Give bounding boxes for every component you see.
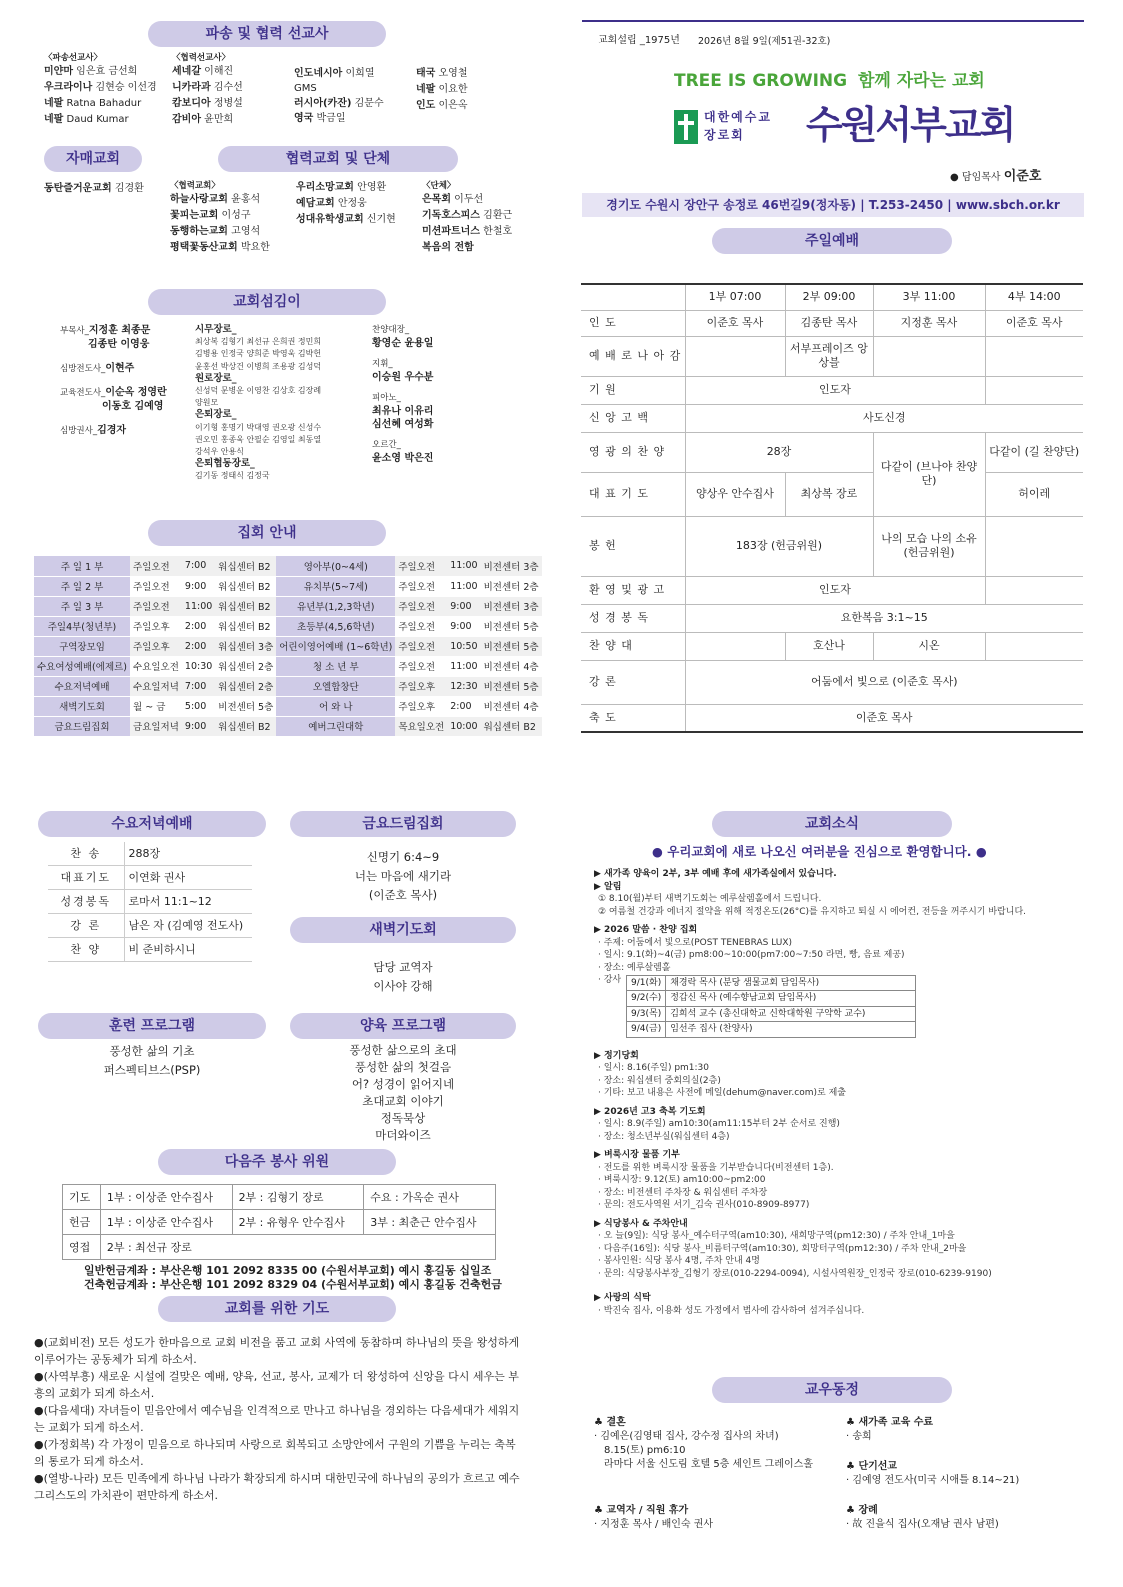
sunday-table: 1부 07:00 2부 09:00 3부 11:00 4부 14:00 인 도 이준호 목사 김종탄 목사 지정훈 목사 이준호 목사 예 배 로 나 아 감 서부프레이즈 앙상블 기 원 인도자 신 앙 고 백 사도신경 영 광 의 찬 양 28장 다같이 (브나야 찬양단) 다같이 (길 찬양단) 대 표 기 도 양상우 안수집사 최상복 장로 허이레 봉 헌 183장 (헌금위원) 나의 모습 나의 소유 (헌금위원) 환 영 및 광 고 인도자 성 경 봉 독 요한복음 3:1~15 찬 양 대 호산나 시온 강 론 어둠에서 빛으로 (이준호 목사) 축 도 이준호 목사 <box>581 283 1083 733</box>
partner-item: 은목회 이두선 <box>422 194 484 205</box>
meeting-cell: 주일오전 <box>130 596 182 616</box>
accounts: 일반헌금계좌 : 부산은행 101 2092 8335 00 (수원서부교회) 예시 홍길동 십일조 건축헌금계좌 : 부산은행 101 2092 8329 04 (수원서부교회) 예시 홍길동 건축헌금 <box>84 1264 502 1291</box>
meeting-cell: 10:50 <box>447 636 480 656</box>
volunteers-title: 다음주 봉사 위원 <box>158 1149 396 1175</box>
training-body: 풍성한 삶의 기초 퍼스펙티브스(PSP) <box>103 1044 201 1077</box>
meeting-cell: 워십센터 B2 <box>215 716 276 736</box>
servants-title: 교회섬김이 <box>148 289 386 315</box>
newfamily-news: ♣ 새가족 교육 수료 · 송희 <box>846 1417 934 1442</box>
meeting-cell: 2:00 <box>182 616 215 636</box>
meeting-row <box>34 716 542 736</box>
meeting-cell: 유치부(5~7세) <box>276 576 395 596</box>
meeting-cell: 워십센터 2층 <box>215 676 276 696</box>
partner-item: 미션파트너스 한철호 <box>422 226 513 237</box>
missionaries-col4 <box>416 66 468 114</box>
meeting-cell: 주 일 1 부 <box>34 556 130 576</box>
meeting-row <box>34 616 542 636</box>
meeting-cell: 새벽기도회 <box>34 696 130 716</box>
meeting-cell: 주일오후 <box>130 636 182 656</box>
mission-item: 세네갈 이해진 <box>172 66 234 77</box>
denomination: 대한예수교 장로회 <box>704 110 772 142</box>
meeting-cell: 비전센터 5층 <box>481 616 542 636</box>
meeting-cell: 주일오전 <box>395 576 447 596</box>
news-title: 교회소식 <box>712 811 952 837</box>
slogan-en: TREE IS GROWING <box>674 71 848 91</box>
meeting-cell: 10:30 <box>182 656 215 676</box>
header-rule <box>582 20 1084 22</box>
meeting-cell: 워십센터 B2 <box>215 576 276 596</box>
meeting-cell: 5:00 <box>182 696 215 716</box>
mission-item: 네팔 이요한 <box>416 84 468 95</box>
missionaries-col2 <box>172 52 243 128</box>
partners-col3 <box>422 180 512 256</box>
dawn-title: 새벽기도회 <box>290 917 516 943</box>
meeting-cell: 유년부(1,2,3학년) <box>276 596 395 616</box>
meeting-cell: 비전센터 5층 <box>481 636 542 656</box>
meeting-cell: 비전센터 3층 <box>481 556 542 576</box>
funeral-news: ♣ 장례 · 故 진을식 집사(오재남 권사 남편) <box>846 1505 999 1530</box>
meeting-cell: 수요일저녁 <box>130 676 182 696</box>
welcome-line: ● 우리교회에 새로 나오신 여러분을 진심으로 환영합니다. ● <box>652 844 987 859</box>
meeting-cell: 수요일오전 <box>130 656 182 676</box>
meeting-cell: 워십센터 2층 <box>215 656 276 676</box>
meeting-cell: 어 와 나 <box>276 696 395 716</box>
friday-title: 금요드림집회 <box>290 811 516 837</box>
mission-item: 영국 박금일 <box>294 113 346 124</box>
partner-item: 예담교회 안정웅 <box>296 198 367 209</box>
meeting-cell: 금요드림집회 <box>34 716 130 736</box>
meeting-cell: 9:00 <box>447 596 480 616</box>
partner-head: 〈협력교회〉 <box>170 181 220 191</box>
meetings-title: 집회 안내 <box>148 520 386 546</box>
meeting-cell: 주일오전 <box>130 556 182 576</box>
partner-item: 성대유학생교회 신기현 <box>296 214 396 225</box>
training-title: 훈련 프로그램 <box>38 1013 266 1039</box>
prayers-title: 교회를 위한 기도 <box>158 1296 396 1322</box>
partners-title: 협력교회 및 단체 <box>218 146 458 172</box>
mission-item: 미얀마 임은효 금선희 <box>44 66 138 77</box>
sister-item: 동탄즐거운교회 김경환 <box>44 183 144 194</box>
meeting-cell: 주일오전 <box>395 556 447 576</box>
mission-item: 니카라과 김수선 <box>172 82 243 93</box>
meeting-cell: 주일오전 <box>395 616 447 636</box>
partners-col2 <box>296 180 396 228</box>
prayers-list: ●(교회비전) 모든 성도가 한마음으로 교회 비전을 품고 교회 사역에 동참하며 하나님의 뜻을 왕성하게 이루어가는 공동체가 되게 하소서. ●(사역부흥) 새로운 시설에 걸맞은 예배, 양육, 선교, 봉사, 교제가 더 왕성하여 신앙을 다시 세우는 부흥의 교회가 되게 하소서. ●(다음세대) 자녀들이 믿음안에서 예수님을 인격적으로 만나고 하나님을 경외하는 다음세대가 세워지는 교회가 되게 하소서. ●(가정회복) 각 가정이 믿음으로 하나되며 사랑으로 회복되고 소망안에서 구원의 기쁨을 누리는 축복의 통로가 되게 하소서. ●(열방-나라) 모든 민족에게 하나님 나라가 확장되게 하시며 대한민국에 하나님의 공의가 흐르고 예수그리스도의 가치관이 편만하게 하소서. <box>34 1336 520 1502</box>
meeting-cell: 주일오전 <box>395 656 447 676</box>
pastor-line: ● 담임목사 이준호 <box>950 169 1042 184</box>
meeting-cell: 예버그린대학 <box>276 716 395 736</box>
meeting-cell: 수요저녁예배 <box>34 676 130 696</box>
meeting-cell: 10:00 <box>447 716 480 736</box>
org-head: 〈단체〉 <box>422 181 456 191</box>
mission-item: 태국 오영철 <box>416 68 468 79</box>
meeting-cell: 주일오전 <box>395 596 447 616</box>
meeting-cell: 11:00 <box>447 576 480 596</box>
meeting-cell: 워십센터 B2 <box>215 556 276 576</box>
meeting-cell: 어린이영어예배 (1~6학년) <box>276 636 395 656</box>
meeting-cell: 비전센터 3층 <box>481 596 542 616</box>
meeting-cell: 주 일 2 부 <box>34 576 130 596</box>
partner-item: 동행하는교회 고영석 <box>170 226 261 237</box>
news-list: ▶ 새가족 양육이 2부, 3부 예배 후에 새가족실에서 있습니다. ▶ 알림 ① 8.10(월)부터 새벽기도회는 예루살렘홀에서 드립니다. ② 여름철 건강과 에너지 절약을 위해 적정온도(26°C)를 유지하고 퇴실 시 에어컨, 전등을 꺼주시기 바랍니다. ▶ 2026 말씀 · 찬양 집회 · 주제: 어둠에서 빛으로(POST TENEBRAS LUX) · 일시: 9.1(화)~4(금) pm8:00~10:00(pm7:00~7:50 라면, 빵, 음료 제공) · 장소: 예루살렘홀 · 강사 9/1(화) 채경락 목사 (분당 샘물교회 담임목사) 9/2(수) 정갑신 목사 (예수향남교회 담임목사) 9/3(목) 김희석 교수 (총신대학교 신학대학원 구약학 교수) 9/4(금) 임선주 집사 (찬양사) ▶ 정기당회 · 일시: 8.16(주일) pm1:30 · 장소: 워십센터 중회의실(2층) · 기타: 보고 내용은 사전에 메일(dehum@naver.com)로 제출 ▶ 2026년 고3 축복 기도회 · 일시: 8.9(주일) am10:30(am11:15부터 2부 순서로 진행) · 장소: 청소년부실(워십센터 4층) ▶ 벼룩시장 물품 기부 · 전도를 위한 벼룩시장 물품을 기부받습니다(비전센터 1층). · 벼룩시장: 9.12(토) am10:00~pm2:00 · 장소: 비전센터 주차장 & 워십센터 주차장 · 문의: 전도사역원 서기_김숙 권사(010-8909-8977) ▶ 식당봉사 & 주차안내 · 오 늘(9일): 식당 봉사_예수터구역(am10:30), 새희망구역(pm12:30) / 주차 안내_1마을 · 다음주(16일): 식당 봉사_비름터구역(am10:30), 회망터구역(pm12:30) / 주차 안내_2마을 · 봉사인원: 식당 봉사 4명, 주차 안내 4명 · 문의: 식당봉사부장_김형기 장로(010-2294-0094), 시설사역원장_인정국 장로(010-6239-9190) ▶ 사랑의 식탁 · 박진숙 집사, 이용화 성도 가정에서 범사에 감사하여 섬겨주십니다. <box>594 869 1027 1316</box>
meetings-table <box>34 556 542 737</box>
meeting-row <box>34 676 542 696</box>
meeting-cell: 비전센터 4층 <box>481 656 542 676</box>
mission-item: 감비아 윤만희 <box>172 114 234 125</box>
nurture-title: 양육 프로그램 <box>290 1013 516 1039</box>
nurture-body: 풍성한 삶으로의 초대 풍성한 삶의 첫걸음 어? 성경이 읽어지네 초대교회 이야기 정독묵상 마더와이즈 <box>349 1043 457 1142</box>
wed-title: 수요저녁예배 <box>38 811 266 837</box>
mission-item: 러시아(카잔) 김문수 <box>294 98 384 109</box>
meeting-cell: 주일오전 <box>395 636 447 656</box>
meeting-row <box>34 556 542 576</box>
dawn-body: 담당 교역자 이사야 강해 <box>373 960 433 993</box>
meeting-cell: 월 ~ 금 <box>130 696 182 716</box>
vacation-news: ♣ 교역자 / 직원 휴가 · 지정훈 목사 / 배인숙 권사 <box>594 1505 714 1530</box>
mission-news: ♣ 단기선교 · 김예영 전도사(미국 시애틀 8.14~21) <box>846 1461 1020 1486</box>
missionaries-title: 파송 및 협력 선교사 <box>148 21 386 47</box>
sister-title: 자매교회 <box>44 146 142 172</box>
mission-item: 캄보디아 정병설 <box>172 98 243 109</box>
meeting-cell: 11:00 <box>447 556 480 576</box>
church-logo <box>674 110 698 144</box>
missionaries-col1 <box>44 52 157 128</box>
servants-col1: 부목사_지정훈 최종문 김종탄 이영웅 심방전도사_이현주 교육전도사_이순옥 정영란 이동호 김예영 심방권사_김경자 <box>60 325 167 436</box>
missionaries-col3 <box>294 66 384 126</box>
meeting-cell: 금요일저녁 <box>130 716 182 736</box>
friday-body: 신명기 6:4~9 너는 마음에 새기라 (이준호 목사) <box>354 850 452 902</box>
meeting-row <box>34 656 542 676</box>
mission-item: 네팔 Ratna Bahadur <box>44 98 142 109</box>
meeting-cell: 11:00 <box>447 656 480 676</box>
meeting-cell: 비전센터 5층 <box>481 676 542 696</box>
address-bar: 경기도 수원시 장안구 송정로 46번길9(정자동) | T.253-2450 | www.sbch.or.kr <box>582 193 1084 217</box>
meeting-cell: 목요일오전 <box>395 716 447 736</box>
mission-item: 우크라이나 김현승 이선경 <box>44 82 157 93</box>
coop-head: 〈협력선교사〉 <box>172 53 231 63</box>
meeting-cell: 주일오전 <box>130 576 182 596</box>
meeting-cell: 워십센터 3층 <box>215 636 276 656</box>
meeting-cell: 9:00 <box>182 716 215 736</box>
mission-item: GMS <box>294 83 317 94</box>
mission-item: 인도네시아 이희열 <box>294 68 375 79</box>
members-title: 교우동정 <box>712 1377 952 1403</box>
servants-col3: 찬양대장_ 황영순 윤용일 지휘_ 이승원 우수분 피아노_ 최유나 이유리 심선혜 여성화 오르간_ 윤소영 박은진 <box>372 325 434 464</box>
meeting-cell: 비전센터 5층 <box>215 696 276 716</box>
meeting-cell: 청 소 년 부 <box>276 656 395 676</box>
meeting-cell: 워십센터 B2 <box>215 596 276 616</box>
meeting-cell: 비전센터 4층 <box>481 696 542 716</box>
meeting-cell: 11:00 <box>182 596 215 616</box>
meeting-cell: 주일오후 <box>395 696 447 716</box>
partner-item: 하늘사랑교회 윤홍석 <box>170 194 261 205</box>
meeting-cell: 워십센터 B2 <box>481 716 542 736</box>
founded: 교회설립 _1975년 <box>598 35 680 46</box>
mission-item: 인도 이은옥 <box>416 100 468 111</box>
partner-item: 우리소망교회 안영환 <box>296 182 387 193</box>
church-name: 수원서부교회 <box>806 103 1015 147</box>
speaker-table: 9/1(화) 채경락 목사 (분당 샘물교회 담임목사) 9/2(수) 정갑신 목사 (예수향남교회 담임목사) 9/3(목) 김희석 교수 (총신대학교 신학대학원 구약학 교수) 9/4(금) 임선주 집사 (찬양사) <box>626 975 916 1038</box>
mission-item: 네팔 Daud Kumar <box>44 114 129 125</box>
meeting-cell: 9:00 <box>182 576 215 596</box>
meeting-row <box>34 696 542 716</box>
meeting-cell: 영아부(0~4세) <box>276 556 395 576</box>
meeting-cell: 7:00 <box>182 676 215 696</box>
partners-col1 <box>170 180 270 256</box>
meeting-cell: 비전센터 2층 <box>481 576 542 596</box>
volunteers-table: 기도 1부 : 이상준 안수집사 2부 : 김형기 장로 수요 : 가옥순 권사 헌금 1부 : 이상준 안수집사 2부 : 유형우 안수집사 3부 : 최춘근 안수집사 영접 2부 : 최선규 장로 <box>62 1184 496 1260</box>
meeting-cell: 12:30 <box>447 676 480 696</box>
meeting-row <box>34 596 542 616</box>
meeting-cell: 9:00 <box>447 616 480 636</box>
partner-item: 복음의 전함 <box>422 242 474 253</box>
meeting-cell: 수요여성예배(에제르) <box>34 656 130 676</box>
meeting-cell: 7:00 <box>182 556 215 576</box>
meeting-cell: 주일오후 <box>130 616 182 636</box>
meeting-cell: 주 일 3 부 <box>34 596 130 616</box>
meeting-cell: 2:00 <box>182 636 215 656</box>
meeting-row <box>34 576 542 596</box>
meeting-cell: 워십센터 B2 <box>215 616 276 636</box>
partner-item: 기독호스피스 김환근 <box>422 210 513 221</box>
partner-item: 꽃피는교회 이성구 <box>170 210 251 221</box>
sent-head: 〈파송선교사〉 <box>44 53 103 63</box>
partner-item: 평택꽃동산교회 박요한 <box>170 242 270 253</box>
servants-col2: 시무장로_ 최상복 김형기 최선규 은희권 정민희 김병용 인정국 양희준 박영욱 김박헌 윤홍선 박상건 이병희 조용광 김성덕 원로장로_ 신성덕 문병운 이영찬 김상호 김장례 양원모 은퇴장로_ 이기형 홍명기 박대영 권오광 신성수 권오민 홍종욱 안필순 김영일 최동열 강석우 안용식 은퇴협동장로_ 김기동 정태식 김정국 <box>195 324 322 481</box>
slogan-ko: 함께 자라는 교회 <box>858 71 985 91</box>
meeting-cell: 오엘합창단 <box>276 676 395 696</box>
meeting-row <box>34 636 542 656</box>
meeting-cell: 주일4부(청년부) <box>34 616 130 636</box>
meeting-cell: 구역장모임 <box>34 636 130 656</box>
wedding-news: ♣ 결혼 · 김예은(김영태 집사, 강수정 집사의 차녀) 8.15(토) pm6:10 라마다 서울 신도림 호텔 5층 세인트 그레이스홀 <box>594 1417 813 1470</box>
issue-date: 2026년 8월 9일(제51권-32호) <box>698 36 831 47</box>
meeting-cell: 주일오후 <box>395 676 447 696</box>
meeting-cell: 2:00 <box>447 696 480 716</box>
sunday-title: 주일예배 <box>712 228 952 254</box>
wed-table: 찬 송 288장 대표기도 이연화 권사 성경봉독 로마서 11:1~12 강 론 남은 자 (김예영 전도사) 찬 양 비 준비하시니 <box>48 842 252 962</box>
meeting-cell: 초등부(4,5,6학년) <box>276 616 395 636</box>
